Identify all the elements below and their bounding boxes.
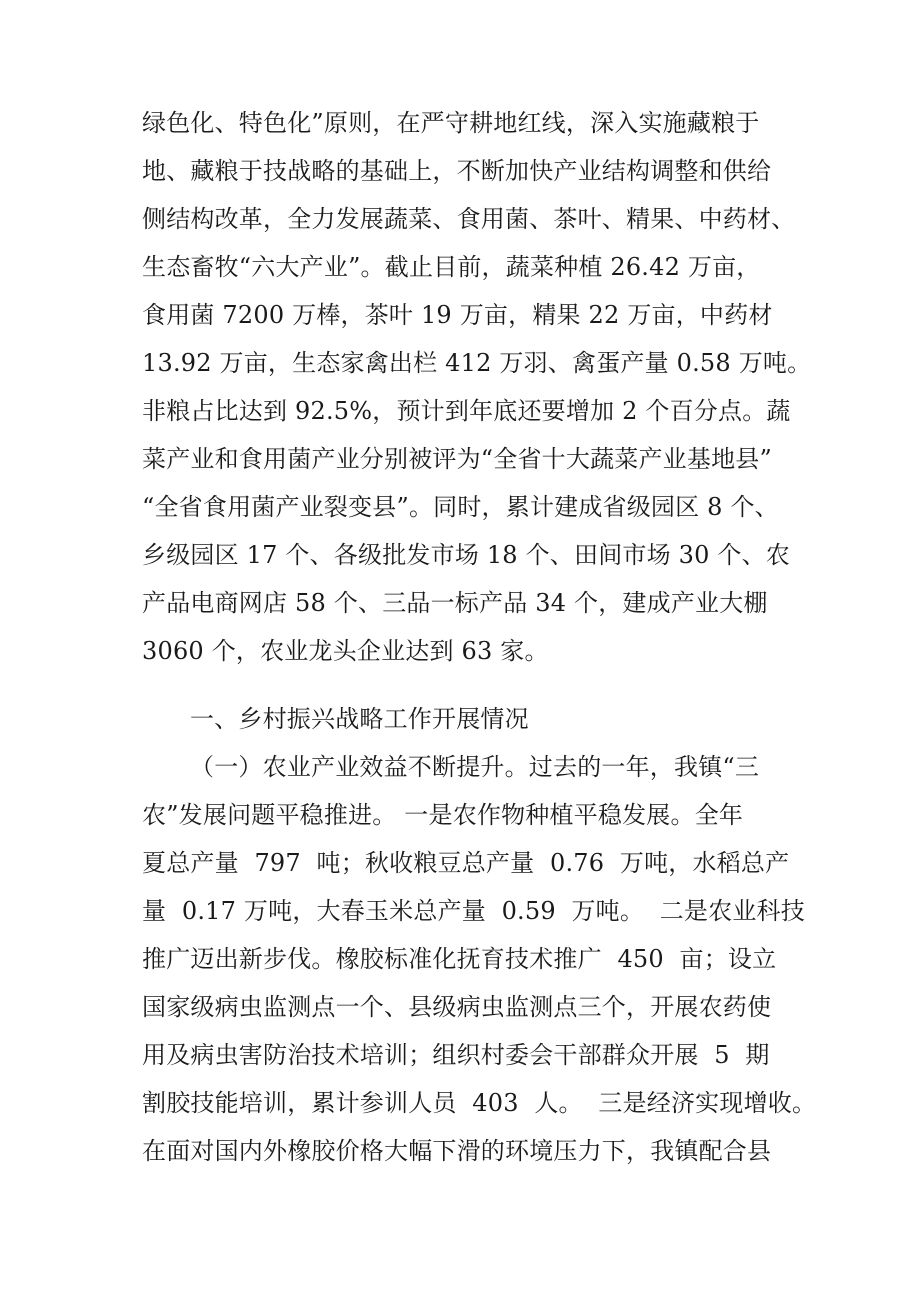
text-line: （一）农业产业效益不断提升。过去的一年，我镇“三 — [190, 753, 760, 781]
text-line: 国家级病虫监测点一个、县级病虫监测点三个，开展农药使 — [142, 993, 772, 1021]
text-line: 13.92 万亩，生态家禽出栏 412 万羽、禽蛋产量 0.58 万吨。 — [142, 349, 812, 377]
text-line: 推广迈出新步伐。橡胶标准化抚育技术推广 450 亩；设立 — [142, 945, 777, 973]
text-line: 生态畜牧“六大产业”。截止目前，蔬菜种植 26.42 万亩， — [142, 253, 761, 281]
text-line: 量 0.17 万吨，大春玉米总产量 0.59 万吨。 二是农业科技 — [142, 897, 805, 925]
text-line: “全省食用菌产业裂变县”。同时，累计建成省级园区 8 个、 — [142, 493, 779, 521]
text-line: 产品电商网店 58 个、三品一标产品 34 个，建成产业大棚 — [142, 589, 768, 617]
text-line: 3060 个，农业龙头企业达到 63 家。 — [142, 637, 549, 665]
text-line: 侧结构改革，全力发展蔬菜、食用菌、茶叶、精果、中药材、 — [142, 205, 796, 233]
text-line: 用及病虫害防治技术培训；组织村委会干部群众开展 5 期 — [142, 1041, 770, 1069]
text-line: 割胶技能培训，累计参训人员 403 人。 三是经济实现增收。 — [142, 1089, 817, 1117]
text-line: 夏总产量 797 吨；秋收粮豆总产量 0.76 万吨，水稻总产 — [142, 849, 790, 877]
text-line: 农”发展问题平稳推进。 一是农作物种植平稳发展。全年 — [142, 801, 744, 829]
text-line: 菜产业和食用菌产业分别被评为“全省十大蔬菜产业基地县” — [142, 445, 772, 473]
text-line: 非粮占比达到 92.5%，预计到年底还要增加 2 个百分点。蔬 — [142, 397, 791, 425]
text-line: 地、藏粮于技战略的基础上，不断加快产业结构调整和供给 — [142, 157, 772, 185]
text-line: 乡级园区 17 个、各级批发市场 18 个、田间市场 30 个、农 — [142, 541, 790, 569]
section-heading: 一、乡村振兴战略工作开展情况 — [190, 705, 529, 733]
text-line: 绿色化、特色化”原则，在严守耕地红线，深入实施藏粮于 — [142, 109, 760, 137]
text-line: 在面对国内外橡胶价格大幅下滑的环境压力下，我镇配合县 — [142, 1137, 772, 1165]
text-line: 食用菌 7200 万棒，茶叶 19 万亩，精果 22 万亩，中药材 — [142, 301, 773, 329]
